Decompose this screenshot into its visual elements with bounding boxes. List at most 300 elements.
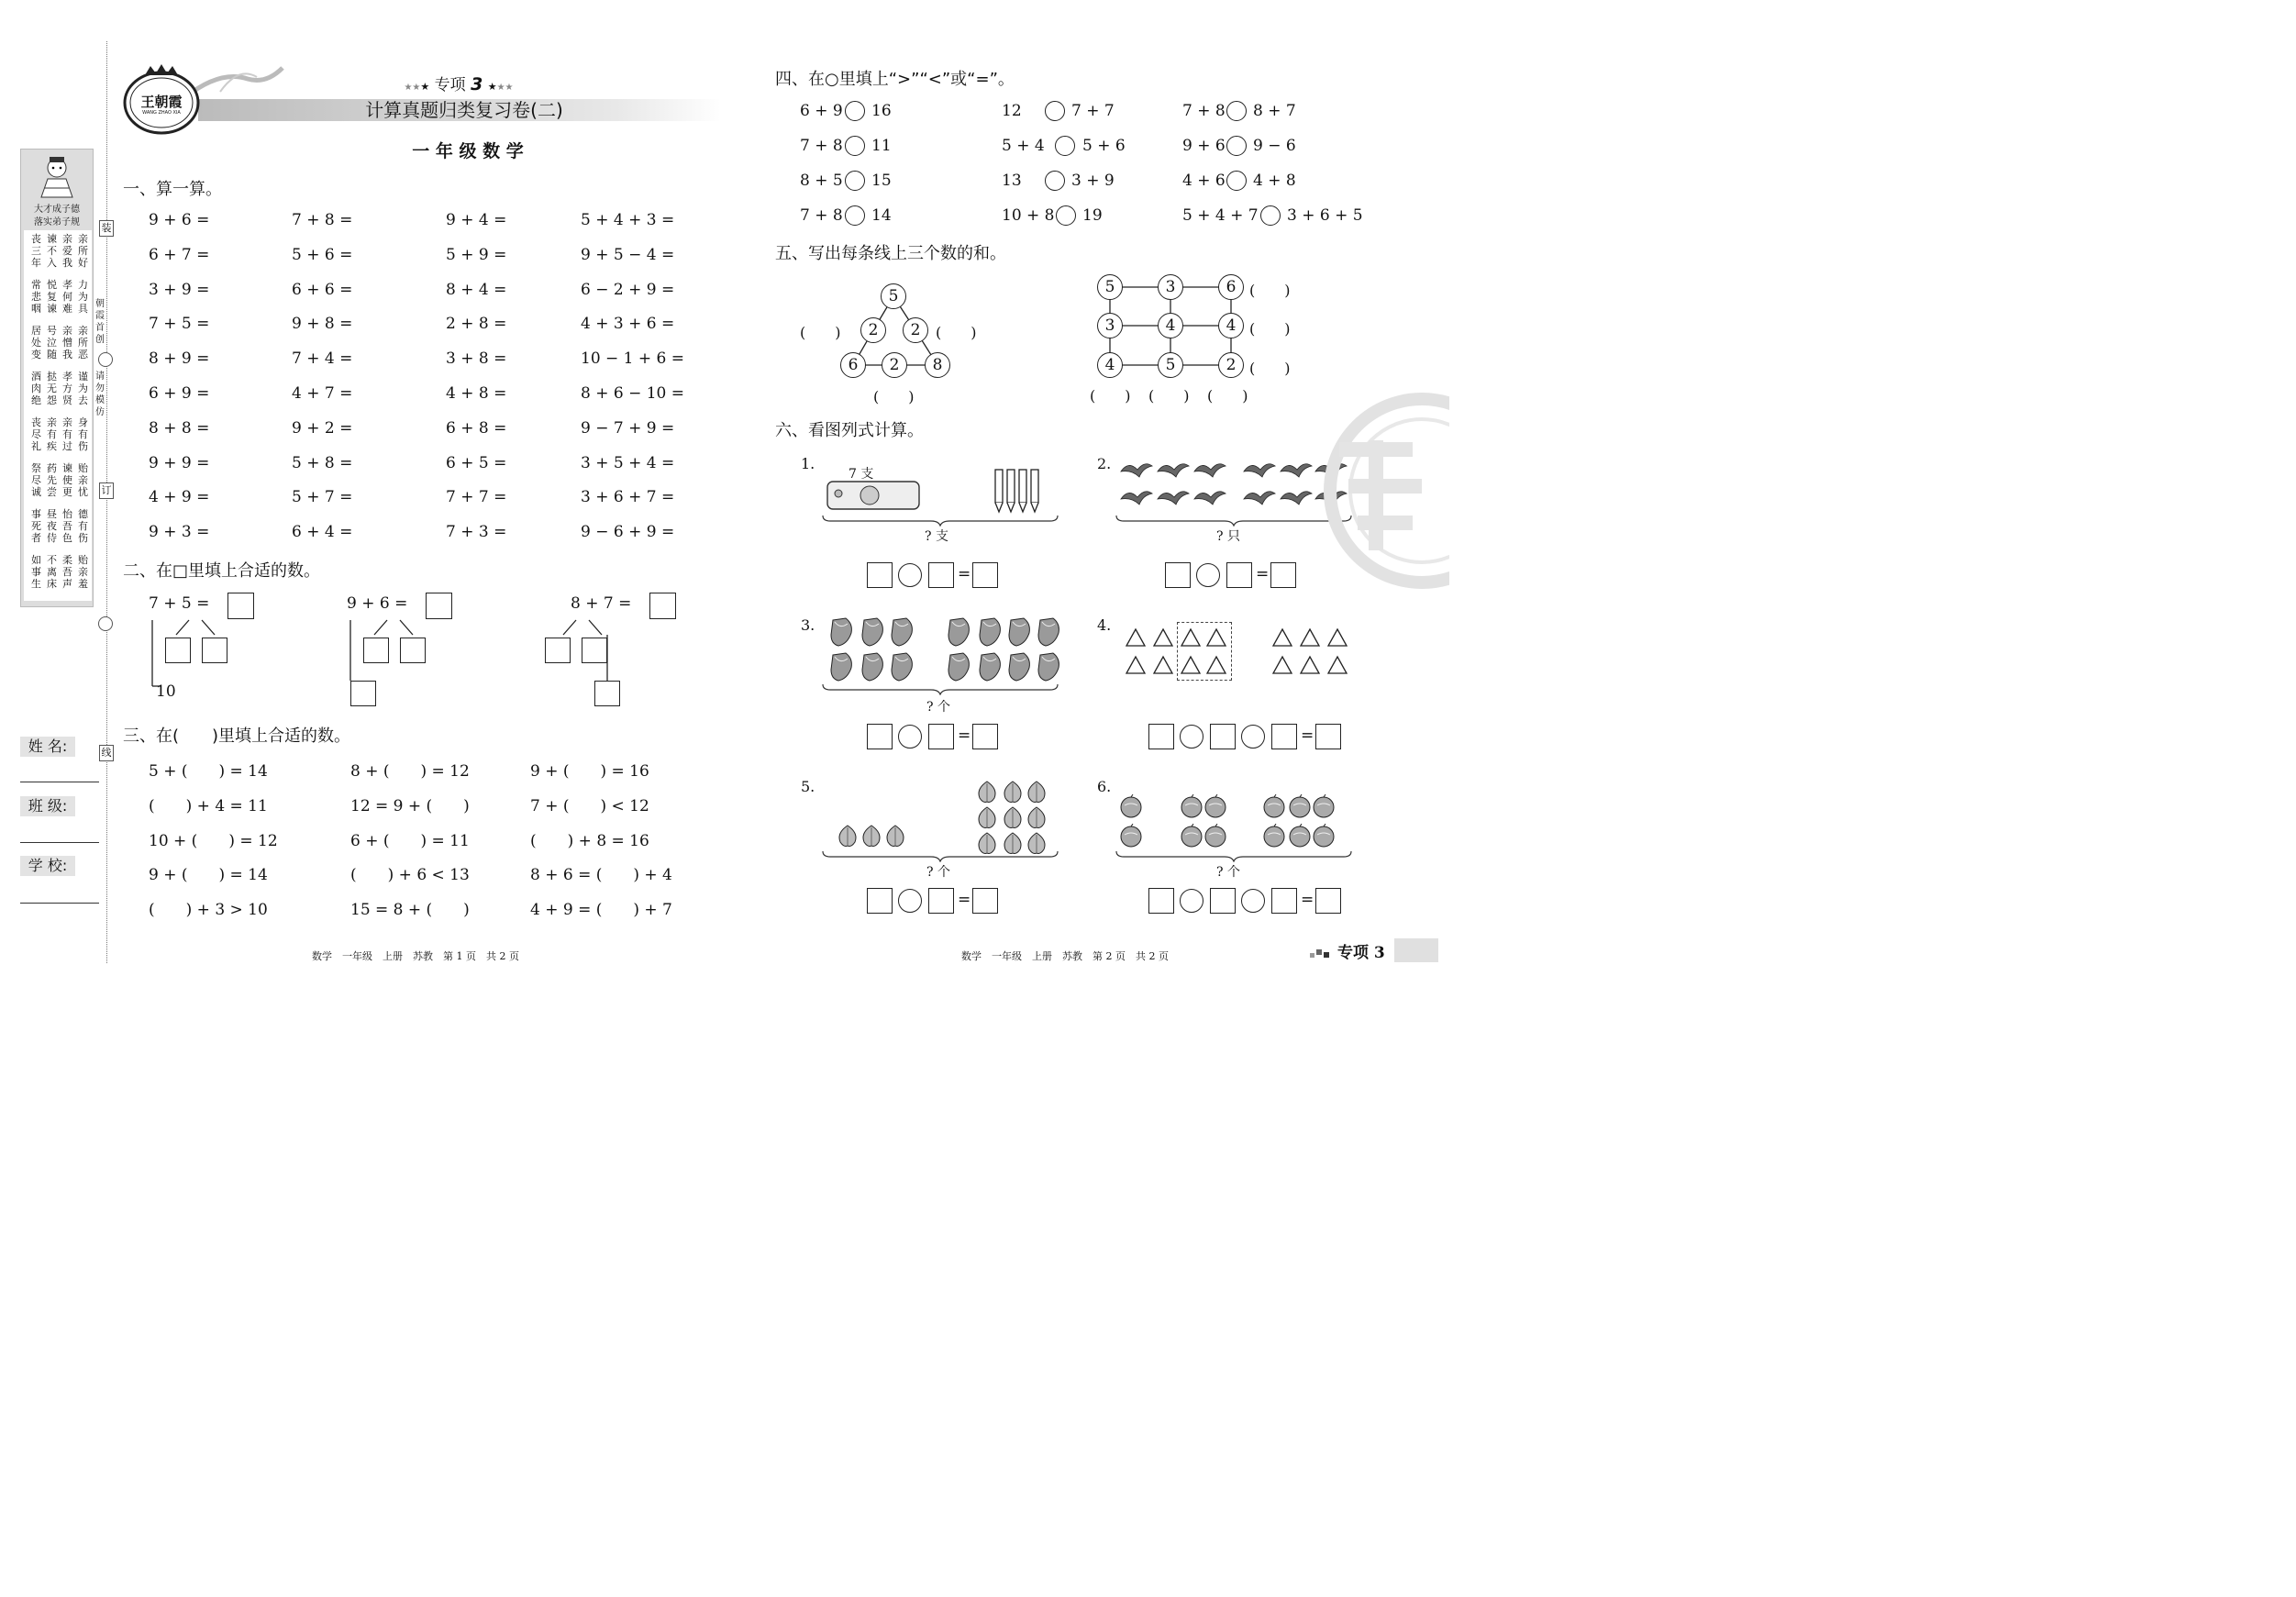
triangle-icon	[1180, 627, 1202, 648]
s4-left-expr: 6 + 9	[800, 102, 843, 120]
s2-problem-3: 8 + 7 =	[571, 594, 632, 613]
pepper-icon	[1005, 651, 1033, 682]
margin-note-2: 请勿模仿	[95, 372, 105, 417]
poem-char: 所	[78, 337, 88, 349]
s1-problem: 7 + 7 =	[446, 488, 507, 507]
poem-char: 谏	[47, 303, 57, 315]
s3-fill-blank[interactable]: 10 + ( ) = 12	[149, 831, 278, 850]
margin-mark-xian: 线	[99, 745, 114, 761]
s5-grid-node: 4	[1097, 352, 1123, 378]
peach-icon	[1002, 805, 1024, 829]
s1-problem: 9 − 7 + 9 =	[581, 418, 675, 438]
s1-problem: 6 + 8 =	[446, 418, 507, 438]
s3-fill-blank[interactable]: 12 = 9 + ( )	[350, 796, 470, 815]
poem-char: 使	[62, 474, 72, 486]
mascot-image	[34, 155, 80, 199]
s1-problem: 2 + 8 =	[446, 315, 507, 334]
answer-box[interactable]	[867, 888, 893, 914]
s1-problem: 4 + 3 + 6 =	[581, 315, 675, 334]
poem-char: 亲	[78, 325, 88, 337]
s3-fill-blank[interactable]: 6 + ( ) = 11	[350, 831, 470, 850]
triangle-icon	[1326, 627, 1348, 648]
apple-icon	[1262, 794, 1286, 818]
series-tag-number: 3	[471, 74, 483, 94]
poem-char: 复	[47, 291, 57, 303]
peach-icon	[976, 780, 998, 804]
poem-char: 声	[62, 578, 72, 590]
s1-problem: 6 + 6 =	[292, 280, 353, 299]
s1-problem: 8 + 6 − 10 =	[581, 384, 685, 403]
triangle-icon	[1125, 627, 1147, 648]
pencil-case-image	[826, 479, 921, 512]
s4-right-expr: 19	[1082, 206, 1103, 225]
s4-compare-circle[interactable]	[845, 171, 865, 191]
bird-icon	[1156, 459, 1191, 481]
s6-item4-num: 4.	[1097, 616, 1112, 634]
answer-box[interactable]	[867, 562, 893, 588]
poem-char: 德	[78, 508, 88, 520]
apple-icon	[1288, 824, 1312, 848]
answer-box[interactable]	[1315, 724, 1341, 749]
poem-char: 更	[62, 486, 72, 498]
poem-char: 羞	[78, 578, 88, 590]
peach-icon	[1026, 780, 1048, 804]
s4-compare-circle[interactable]	[1260, 205, 1281, 226]
poem-char: 力	[78, 279, 88, 291]
s5-tri-blank-bottom[interactable]: ( )	[873, 388, 915, 405]
s1-problem: 7 + 8 =	[292, 211, 353, 229]
poem-char: 亲	[62, 233, 72, 245]
school-label: 学 校:	[20, 856, 75, 876]
s4-left-expr: 10 + 8	[1002, 206, 1055, 225]
s1-problem: 4 + 8 =	[446, 384, 507, 403]
page-title: 计算真题归类复习卷(二)	[365, 99, 563, 121]
s5-tri-node-bl: 6	[840, 352, 866, 378]
poem-char: 侍	[47, 532, 57, 544]
poem-char: 有	[62, 428, 72, 440]
s3-fill-blank[interactable]: 9 + ( ) = 16	[530, 762, 649, 781]
answer-box[interactable]	[1315, 888, 1341, 914]
poem-char: 我	[62, 257, 72, 269]
s5-grid-blank-col1[interactable]: ( )	[1090, 387, 1131, 405]
s5-grid-node: 3	[1158, 274, 1183, 300]
s6-item6-question: ? 个	[1216, 865, 1240, 880]
poem-char: 亲	[62, 325, 72, 337]
triangle-icon	[1326, 655, 1348, 675]
s3-fill-blank[interactable]: 5 + ( ) = 14	[149, 762, 268, 781]
s4-right-expr: 15	[871, 172, 892, 190]
s6-item2-num: 2.	[1097, 455, 1112, 472]
s6-item6-brace	[1115, 849, 1353, 862]
s1-problem: 6 + 4 =	[292, 523, 353, 542]
corner-tag-stripe	[1394, 938, 1438, 962]
corner-tag: 专项 3	[1337, 944, 1385, 962]
s4-left-expr: 7 + 8	[1182, 102, 1226, 120]
operator-circle[interactable]	[1241, 889, 1265, 913]
poem-char: 居	[31, 325, 41, 337]
poem-char: 挞	[47, 371, 57, 383]
s4-left-expr: 7 + 8	[800, 137, 843, 155]
peach-icon	[884, 824, 906, 848]
poem-char: 伤	[78, 440, 88, 452]
poem-char: 药	[47, 462, 57, 474]
pepper-icon	[888, 616, 915, 648]
apple-icon	[1119, 794, 1143, 818]
s3-fill-blank[interactable]: 8 + 6 = ( ) + 4	[530, 866, 672, 885]
s4-right-expr: 4 + 8	[1253, 172, 1296, 190]
apple-icon	[1262, 824, 1286, 848]
s1-problem: 9 + 4 =	[446, 211, 507, 229]
apple-icon	[1180, 824, 1203, 848]
poem-char: 祭	[31, 462, 41, 474]
triangle-icon	[1205, 655, 1227, 675]
s2-answer-box-3[interactable]	[649, 593, 676, 619]
poem-char: 肉	[31, 383, 41, 394]
poem-char: 夜	[47, 520, 57, 532]
s6-item5-brace	[821, 849, 1059, 862]
s1-problem: 4 + 7 =	[292, 384, 353, 403]
s1-problem: 9 + 9 =	[149, 453, 210, 472]
pepper-icon	[945, 651, 972, 682]
s5-grid-blank-row3[interactable]: ( )	[1249, 360, 1291, 377]
s2-problem-2: 9 + 6 =	[347, 594, 408, 613]
triangle-icon	[1271, 627, 1293, 648]
s2-split-box-2b[interactable]	[400, 638, 426, 663]
poem-char: 生	[31, 578, 41, 590]
poem-char: 色	[62, 532, 72, 544]
s4-left-expr: 12	[1002, 102, 1022, 120]
s4-left-expr: 8 + 5	[800, 172, 843, 190]
pencils-image	[993, 468, 1044, 514]
section6-heading: 六、看图列式计算。	[775, 421, 924, 440]
s3-fill-blank[interactable]: ( ) + 6 < 13	[350, 866, 470, 885]
poem-char: 入	[47, 257, 57, 269]
poem-char: 尝	[47, 486, 57, 498]
pepper-icon	[888, 651, 915, 682]
s2-split-box-3b[interactable]	[582, 638, 607, 663]
equals-sign: =	[1301, 891, 1314, 909]
poem-char: 者	[31, 532, 41, 544]
poem-char: 咽	[31, 303, 41, 315]
s5-grid-node: 5	[1158, 352, 1183, 378]
pepper-icon	[859, 651, 886, 682]
apple-icon	[1180, 794, 1203, 818]
poem-char: 无	[47, 383, 57, 394]
s2-split-box-3a[interactable]	[545, 638, 571, 663]
equals-sign: =	[1301, 726, 1314, 745]
poem-char: 所	[78, 245, 88, 257]
margin-mark-ding: 订	[99, 482, 114, 499]
poem-char: 难	[62, 303, 72, 315]
poem-char: 贻	[78, 554, 88, 566]
section3-heading: 三、在( )里填上合适的数。	[123, 726, 351, 746]
poem-char: 事	[31, 508, 41, 520]
s4-right-expr: 8 + 7	[1253, 102, 1296, 120]
s6-item3-question: ? 个	[926, 700, 950, 715]
school-field-line[interactable]	[20, 903, 99, 904]
s4-compare-circle[interactable]	[1226, 136, 1247, 156]
class-field-line[interactable]	[20, 842, 99, 843]
s2-given-number: 10	[156, 682, 176, 701]
s4-compare-circle[interactable]	[845, 136, 865, 156]
poem-char: 事	[31, 566, 41, 578]
triangle-icon	[1271, 655, 1293, 675]
s4-compare-circle[interactable]	[1226, 171, 1247, 191]
answer-box[interactable]	[1226, 562, 1252, 588]
operator-circle[interactable]	[898, 889, 922, 913]
poem-char: 年	[31, 257, 41, 269]
operator-circle[interactable]	[1180, 889, 1203, 913]
operator-circle[interactable]	[1180, 725, 1203, 749]
apple-icon	[1203, 824, 1227, 848]
s6-item6-num: 6.	[1097, 778, 1112, 795]
poem-char: 绝	[31, 394, 41, 406]
s4-compare-circle[interactable]	[845, 101, 865, 121]
peach-icon	[976, 805, 998, 829]
pepper-icon	[976, 651, 1004, 682]
triangle-icon	[1299, 627, 1321, 648]
poem-char: 常	[31, 279, 41, 291]
s5-grid-node: 4	[1158, 313, 1183, 338]
answer-box[interactable]	[1271, 724, 1297, 749]
s5-tri-node-right: 2	[903, 317, 928, 343]
answer-box[interactable]	[1210, 888, 1236, 914]
poem-char: 不	[47, 554, 57, 566]
s6-item1-question: ? 支	[925, 529, 948, 544]
binding-dotted-line	[106, 41, 107, 963]
class-label: 班 级:	[20, 796, 75, 816]
s5-tri-node-left: 2	[860, 317, 886, 343]
poem-char: 好	[78, 257, 88, 269]
s5-grid-node: 6	[1218, 274, 1244, 300]
poem-char: 亲	[78, 474, 88, 486]
s3-fill-blank[interactable]: 7 + ( ) < 12	[530, 796, 649, 815]
s4-compare-circle[interactable]	[1045, 101, 1065, 121]
s5-tri-blank-left[interactable]: ( )	[800, 324, 841, 341]
section2-heading: 二、在□里填上合适的数。	[123, 561, 321, 581]
triangle-icon	[1152, 627, 1174, 648]
poem-char: 礼	[31, 440, 41, 452]
triangle-icon	[1152, 655, 1174, 675]
s4-compare-circle[interactable]	[1045, 171, 1065, 191]
poem-char: 诚	[31, 486, 41, 498]
s3-fill-blank[interactable]: 4 + 9 = ( ) + 7	[530, 901, 672, 920]
poem-char: 死	[31, 520, 41, 532]
bird-icon	[1156, 486, 1191, 508]
triangle-icon	[1180, 655, 1202, 675]
pepper-icon	[1035, 651, 1062, 682]
poem-char: 不	[47, 245, 57, 257]
s4-compare-circle[interactable]	[1055, 136, 1075, 156]
s1-problem: 8 + 8 =	[149, 418, 210, 438]
apple-icon	[1312, 824, 1336, 848]
s4-left-expr: 5 + 4	[1002, 137, 1045, 155]
s1-problem: 8 + 9 =	[149, 349, 210, 369]
answer-box[interactable]	[928, 724, 954, 749]
s3-fill-blank[interactable]: 9 + ( ) = 14	[149, 866, 268, 885]
poem-char: 随	[47, 349, 57, 360]
poem-char: 何	[62, 291, 72, 303]
s1-problem: 8 + 4 =	[446, 280, 507, 299]
equals-sign: =	[958, 565, 971, 583]
margin-mark-zhuang: 装	[99, 220, 114, 237]
poem-char: 忧	[78, 486, 88, 498]
s2-split-box-2a[interactable]	[363, 638, 389, 663]
answer-box[interactable]	[972, 724, 998, 749]
poem-char: 丧	[31, 233, 41, 245]
poem-char: 亲	[78, 233, 88, 245]
answer-box[interactable]	[928, 888, 954, 914]
poem-char: 有	[78, 520, 88, 532]
poem-char: 孝	[62, 279, 72, 291]
s6-item3-num: 3.	[801, 616, 815, 634]
s2-split-box-1a[interactable]	[165, 638, 191, 663]
s6-item3-brace	[821, 682, 1059, 695]
poem-char: 丧	[31, 416, 41, 428]
bird-icon	[1119, 486, 1154, 508]
poem-char: 亲	[47, 416, 57, 428]
poem-char: 谏	[47, 233, 57, 245]
answer-box[interactable]	[1210, 724, 1236, 749]
pepper-icon	[1035, 616, 1062, 648]
poem-char: 悲	[31, 291, 41, 303]
s4-right-expr: 14	[871, 206, 892, 225]
poem-char: 憎	[62, 337, 72, 349]
s1-problem: 5 + 6 =	[292, 245, 353, 264]
s5-grid-blank-col2[interactable]: ( )	[1148, 387, 1190, 405]
s1-problem: 9 + 3 =	[149, 523, 210, 542]
left-footer: 数学 一年级 上册 苏教 第 1 页 共 2 页	[312, 950, 519, 962]
s4-left-expr: 13	[1002, 172, 1022, 190]
answer-box[interactable]	[1271, 888, 1297, 914]
poem-char: 爱	[62, 245, 72, 257]
s1-problem: 5 + 7 =	[292, 488, 353, 507]
equals-sign: =	[958, 891, 971, 909]
s2-result-box-2[interactable]	[350, 681, 376, 706]
series-tag: ★★★ 专项 3 ★★★	[404, 74, 514, 94]
s5-grid-blank-row2[interactable]: ( )	[1249, 320, 1291, 338]
poem-char: 如	[31, 554, 41, 566]
poem-char: 我	[62, 349, 72, 360]
s4-compare-circle[interactable]	[845, 205, 865, 226]
s5-grid-blank-row1[interactable]: ( )	[1249, 282, 1291, 299]
answer-box[interactable]	[867, 724, 893, 749]
s1-problem: 7 + 4 =	[292, 349, 353, 369]
poem-char: 身	[78, 416, 88, 428]
s5-grid-blank-col3[interactable]: ( )	[1207, 387, 1248, 405]
s1-problem: 9 + 8 =	[292, 315, 353, 334]
s3-fill-blank[interactable]: 8 + ( ) = 12	[350, 762, 470, 781]
sidebar-panel	[20, 149, 94, 607]
poem-char: 谨	[78, 371, 88, 383]
answer-box[interactable]	[972, 888, 998, 914]
s5-tri-node-bm: 2	[882, 352, 907, 378]
s5-tri-node-top: 5	[881, 283, 906, 309]
s5-grid-node: 4	[1218, 313, 1244, 338]
pepper-icon	[976, 616, 1004, 648]
s4-compare-circle[interactable]	[1226, 101, 1247, 121]
poem-char: 具	[78, 303, 88, 315]
s1-problem: 9 + 6 =	[149, 211, 210, 229]
peach-icon	[1026, 805, 1048, 829]
publisher-logo	[121, 64, 202, 136]
pepper-icon	[859, 616, 886, 648]
poem-char: 怡	[62, 508, 72, 520]
s1-problem: 3 + 9 =	[149, 280, 210, 299]
operator-circle[interactable]	[898, 725, 922, 749]
poem-char: 有	[78, 428, 88, 440]
s1-problem: 5 + 4 + 3 =	[581, 211, 675, 229]
s4-compare-circle[interactable]	[1056, 205, 1076, 226]
answer-box[interactable]	[1148, 888, 1174, 914]
s1-problem: 6 − 2 + 9 =	[581, 280, 675, 299]
poem-char: 方	[62, 383, 72, 394]
s1-problem: 5 + 9 =	[446, 245, 507, 264]
s5-tri-blank-right[interactable]: ( )	[936, 324, 977, 341]
section1-heading: 一、算一算。	[123, 180, 222, 199]
equals-sign: =	[1256, 565, 1270, 583]
s2-problem-1: 7 + 5 =	[149, 594, 210, 613]
poem-char: 三	[31, 245, 41, 257]
s6-item1-brace	[821, 514, 1059, 527]
poem-char: 怨	[47, 394, 57, 406]
pepper-icon	[827, 616, 855, 648]
s6-item1-top-label: 7 支	[849, 467, 874, 482]
s3-fill-blank[interactable]: 15 = 8 + ( )	[350, 901, 470, 920]
s4-right-expr: 11	[871, 137, 892, 155]
poem-char: 先	[47, 474, 57, 486]
s3-fill-blank[interactable]: ( ) + 4 = 11	[149, 796, 268, 815]
operator-circle[interactable]	[1196, 563, 1220, 587]
poem-char: 为	[78, 383, 88, 394]
bird-icon	[1192, 486, 1227, 508]
answer-box[interactable]	[972, 562, 998, 588]
s1-problem: 6 + 7 =	[149, 245, 210, 264]
s2-split-box-1b[interactable]	[202, 638, 227, 663]
answer-box[interactable]	[928, 562, 954, 588]
s1-problem: 9 + 5 − 4 =	[581, 245, 675, 264]
operator-circle[interactable]	[1241, 725, 1265, 749]
s6-item5-num: 5.	[801, 778, 815, 795]
s1-problem: 7 + 3 =	[446, 523, 507, 542]
poem-char: 离	[47, 566, 57, 578]
s4-left-expr: 7 + 8	[800, 206, 843, 225]
poem-char: 谏	[62, 462, 72, 474]
poem-char: 酒	[31, 371, 41, 383]
s1-problem: 4 + 9 =	[149, 488, 210, 507]
poem-char: 孝	[62, 371, 72, 383]
s2-result-box-3[interactable]	[594, 681, 620, 706]
pepper-icon	[1005, 616, 1033, 648]
pepper-icon	[827, 651, 855, 682]
answer-box[interactable]	[1148, 724, 1174, 749]
poem-char: 亲	[62, 416, 72, 428]
mascot-caption-1: 大才成子德	[34, 205, 80, 215]
mascot-caption-2: 落实弟子规	[34, 217, 80, 227]
poem-char: 柔	[62, 554, 72, 566]
operator-circle[interactable]	[898, 563, 922, 587]
s3-fill-blank[interactable]: ( ) + 8 = 16	[530, 831, 649, 850]
poem-char: 有	[47, 428, 57, 440]
s4-right-expr: 7 + 7	[1071, 102, 1115, 120]
section4-heading: 四、在○里填上“>”“<”或“=”。	[775, 70, 1015, 89]
s3-fill-blank[interactable]: ( ) + 3 > 10	[149, 901, 268, 920]
poem-char: 昼	[47, 508, 57, 520]
s4-right-expr: 3 + 9	[1071, 172, 1115, 190]
peach-icon	[860, 824, 882, 848]
answer-box[interactable]	[1165, 562, 1191, 588]
logo-text: 王朝霞	[140, 94, 183, 110]
